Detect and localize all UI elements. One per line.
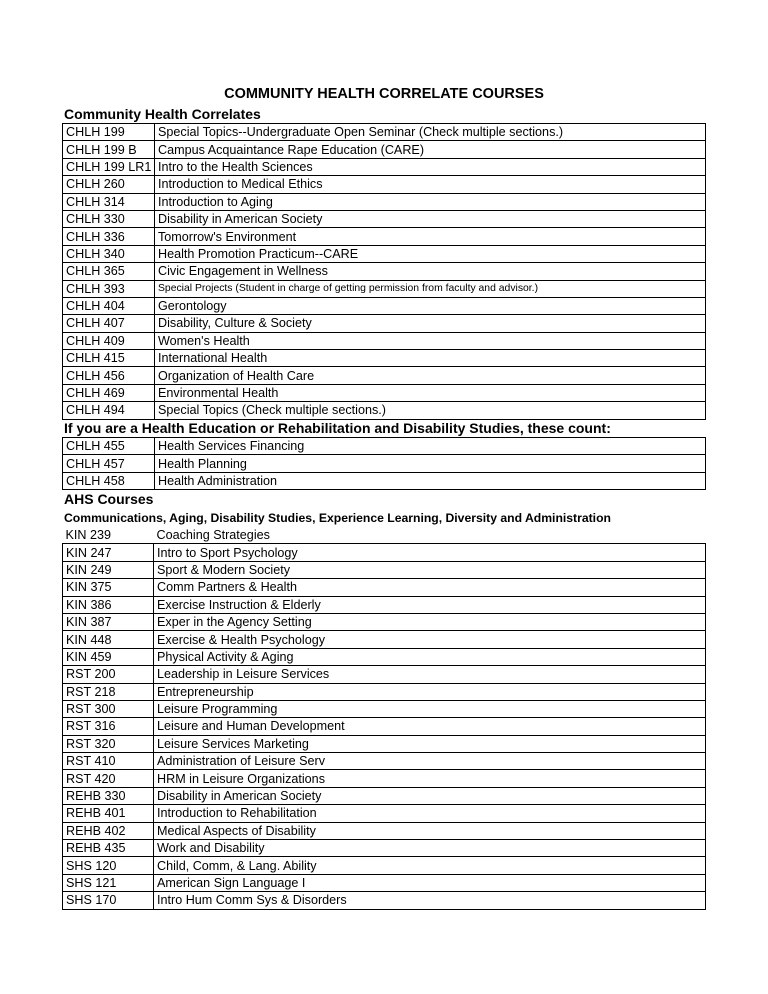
course-name: Special Topics (Check multiple sections.)	[155, 402, 706, 419]
course-code: CHLH 199 LR1	[63, 158, 155, 175]
table-row	[63, 787, 706, 804]
course-code: KIN 459	[63, 648, 154, 665]
course-name: Physical Activity & Aging	[154, 648, 706, 665]
course-code: CHLH 336	[63, 228, 155, 245]
table-row	[63, 193, 706, 210]
community-table	[62, 123, 706, 420]
course-code: SHS 120	[63, 857, 154, 874]
course-name: Disability in American Society	[154, 787, 706, 804]
course-name: Leadership in Leisure Services	[154, 666, 706, 683]
table-row	[63, 176, 706, 193]
course-name: Tomorrow's Environment	[155, 228, 706, 245]
table-row	[63, 770, 706, 787]
table-row	[63, 874, 706, 891]
table-row	[63, 718, 706, 735]
course-code: CHLH 407	[63, 315, 155, 332]
table-row	[63, 297, 706, 314]
table-row	[63, 472, 706, 489]
table-row	[63, 438, 706, 455]
course-name: Civic Engagement in Wellness	[155, 263, 706, 280]
course-name: Exercise & Health Psychology	[154, 631, 706, 648]
course-name: Special Projects (Student in charge of getting permission from faculty and advisor.)	[155, 280, 706, 297]
course-name: Entrepreneurship	[154, 683, 706, 700]
course-code: CHLH 409	[63, 332, 155, 349]
section-heading-community: Community Health Correlates	[64, 106, 261, 122]
course-code: KIN 239	[65, 528, 112, 543]
table-row	[63, 822, 706, 839]
course-name: Introduction to Aging	[155, 193, 706, 210]
course-code: CHLH 456	[63, 367, 155, 384]
course-code: CHLH 455	[63, 438, 155, 455]
course-name: Environmental Health	[155, 384, 706, 401]
course-name: HRM in Leisure Organizations	[154, 770, 706, 787]
table-row	[63, 892, 706, 909]
course-name: Introduction to Rehabilitation	[154, 805, 706, 822]
course-code: CHLH 260	[63, 176, 155, 193]
course-code: REHB 402	[63, 822, 154, 839]
course-code: REHB 435	[63, 840, 154, 857]
course-name: Disability, Culture & Society	[155, 315, 706, 332]
section-subheading-ahs: Communications, Aging, Disability Studies, Experience Learning, Diversity and Administration	[64, 511, 611, 525]
course-name: Introduction to Medical Ethics	[155, 176, 706, 193]
course-name: Campus Acquaintance Rape Education (CARE)	[155, 141, 706, 158]
table-row	[63, 384, 706, 401]
course-code: CHLH 458	[63, 472, 155, 489]
table-row	[63, 263, 706, 280]
course-code: KIN 386	[63, 596, 154, 613]
table-row	[63, 596, 706, 613]
table-row	[63, 124, 706, 141]
table-row	[63, 245, 706, 262]
table-row	[63, 857, 706, 874]
course-name: Administration of Leisure Serv	[154, 753, 706, 770]
table-row	[63, 613, 706, 630]
course-code: RST 300	[63, 700, 154, 717]
course-name: Leisure Programming	[154, 700, 706, 717]
table-row	[63, 561, 706, 578]
table-row	[63, 666, 706, 683]
course-code: CHLH 415	[63, 350, 155, 367]
ahs-table	[62, 527, 706, 910]
table-row	[63, 648, 706, 665]
course-code: CHLH 199 B	[63, 141, 155, 158]
course-name: Organization of Health Care	[155, 367, 706, 384]
table-row	[63, 753, 706, 770]
course-code: KIN 448	[63, 631, 154, 648]
course-code: KIN 249	[63, 561, 154, 578]
course-name: Child, Comm, & Lang. Ability	[154, 857, 706, 874]
course-name: Sport & Modern Society	[154, 561, 706, 578]
course-name: Gerontology	[155, 297, 706, 314]
course-name: Disability in American Society	[155, 210, 706, 227]
table-row	[63, 455, 706, 472]
course-code: CHLH 404	[63, 297, 155, 314]
course-name: Women's Health	[155, 332, 706, 349]
course-name: Intro Hum Comm Sys & Disorders	[154, 892, 706, 909]
course-code: CHLH 494	[63, 402, 155, 419]
table-row	[63, 332, 706, 349]
table-row	[63, 631, 706, 648]
course-code: RST 200	[63, 666, 154, 683]
course-name: Health Promotion Practicum--CARE	[155, 245, 706, 262]
table-row	[63, 228, 706, 245]
course-name: Exercise Instruction & Elderly	[154, 596, 706, 613]
table-row	[63, 315, 706, 332]
course-name: Intro to the Health Sciences	[155, 158, 706, 175]
course-name: Exper in the Agency Setting	[154, 613, 706, 630]
course-code: SHS 170	[63, 892, 154, 909]
table-row	[63, 544, 706, 561]
course-code: REHB 401	[63, 805, 154, 822]
table-row	[63, 158, 706, 175]
table-row	[63, 367, 706, 384]
course-code: KIN 247	[63, 544, 154, 561]
course-code: SHS 121	[63, 874, 154, 891]
course-code: CHLH 199	[63, 124, 155, 141]
table-row	[63, 350, 706, 367]
hed-table	[62, 437, 706, 490]
table-row	[63, 735, 706, 752]
course-code: CHLH 457	[63, 455, 155, 472]
table-row	[63, 683, 706, 700]
course-code: CHLH 314	[63, 193, 155, 210]
table-row	[63, 280, 706, 297]
table-row	[63, 402, 706, 419]
table-row	[63, 210, 706, 227]
course-code: CHLH 469	[63, 384, 155, 401]
course-code: CHLH 393	[63, 280, 155, 297]
section-heading-hed: If you are a Health Education or Rehabilitation and Disability Studies, these count:	[64, 420, 611, 436]
course-code: RST 320	[63, 735, 154, 752]
course-code: RST 420	[63, 770, 154, 787]
course-name: Intro to Sport Psychology	[154, 544, 706, 561]
course-code: RST 410	[63, 753, 154, 770]
course-name: Comm Partners & Health	[154, 579, 706, 596]
course-name: International Health	[155, 350, 706, 367]
course-code: CHLH 330	[63, 210, 155, 227]
course-code: CHLH 365	[63, 263, 155, 280]
course-code: CHLH 340	[63, 245, 155, 262]
table-row	[63, 700, 706, 717]
course-name: Coaching Strategies	[156, 528, 270, 543]
course-name: Leisure and Human Development	[154, 718, 706, 735]
course-name: Special Topics--Undergraduate Open Seminar (Check multiple sections.)	[155, 124, 706, 141]
page-title: COMMUNITY HEALTH CORRELATE COURSES	[224, 86, 544, 102]
course-code: RST 316	[63, 718, 154, 735]
course-code: KIN 387	[63, 613, 154, 630]
course-code: KIN 375	[63, 579, 154, 596]
table-row	[63, 805, 706, 822]
course-name: Work and Disability	[154, 840, 706, 857]
course-code: RST 218	[63, 683, 154, 700]
course-name: American Sign Language I	[154, 874, 706, 891]
table-row	[63, 840, 706, 857]
table-row	[63, 141, 706, 158]
table-row	[63, 579, 706, 596]
section-heading-ahs: AHS Courses	[64, 491, 154, 507]
course-name: Medical Aspects of Disability	[154, 822, 706, 839]
course-name: Health Administration	[155, 472, 706, 489]
table-row	[63, 527, 706, 544]
course-name: Health Services Financing	[155, 438, 706, 455]
course-name: Health Planning	[155, 455, 706, 472]
course-code: REHB 330	[63, 787, 154, 804]
course-name: Leisure Services Marketing	[154, 735, 706, 752]
